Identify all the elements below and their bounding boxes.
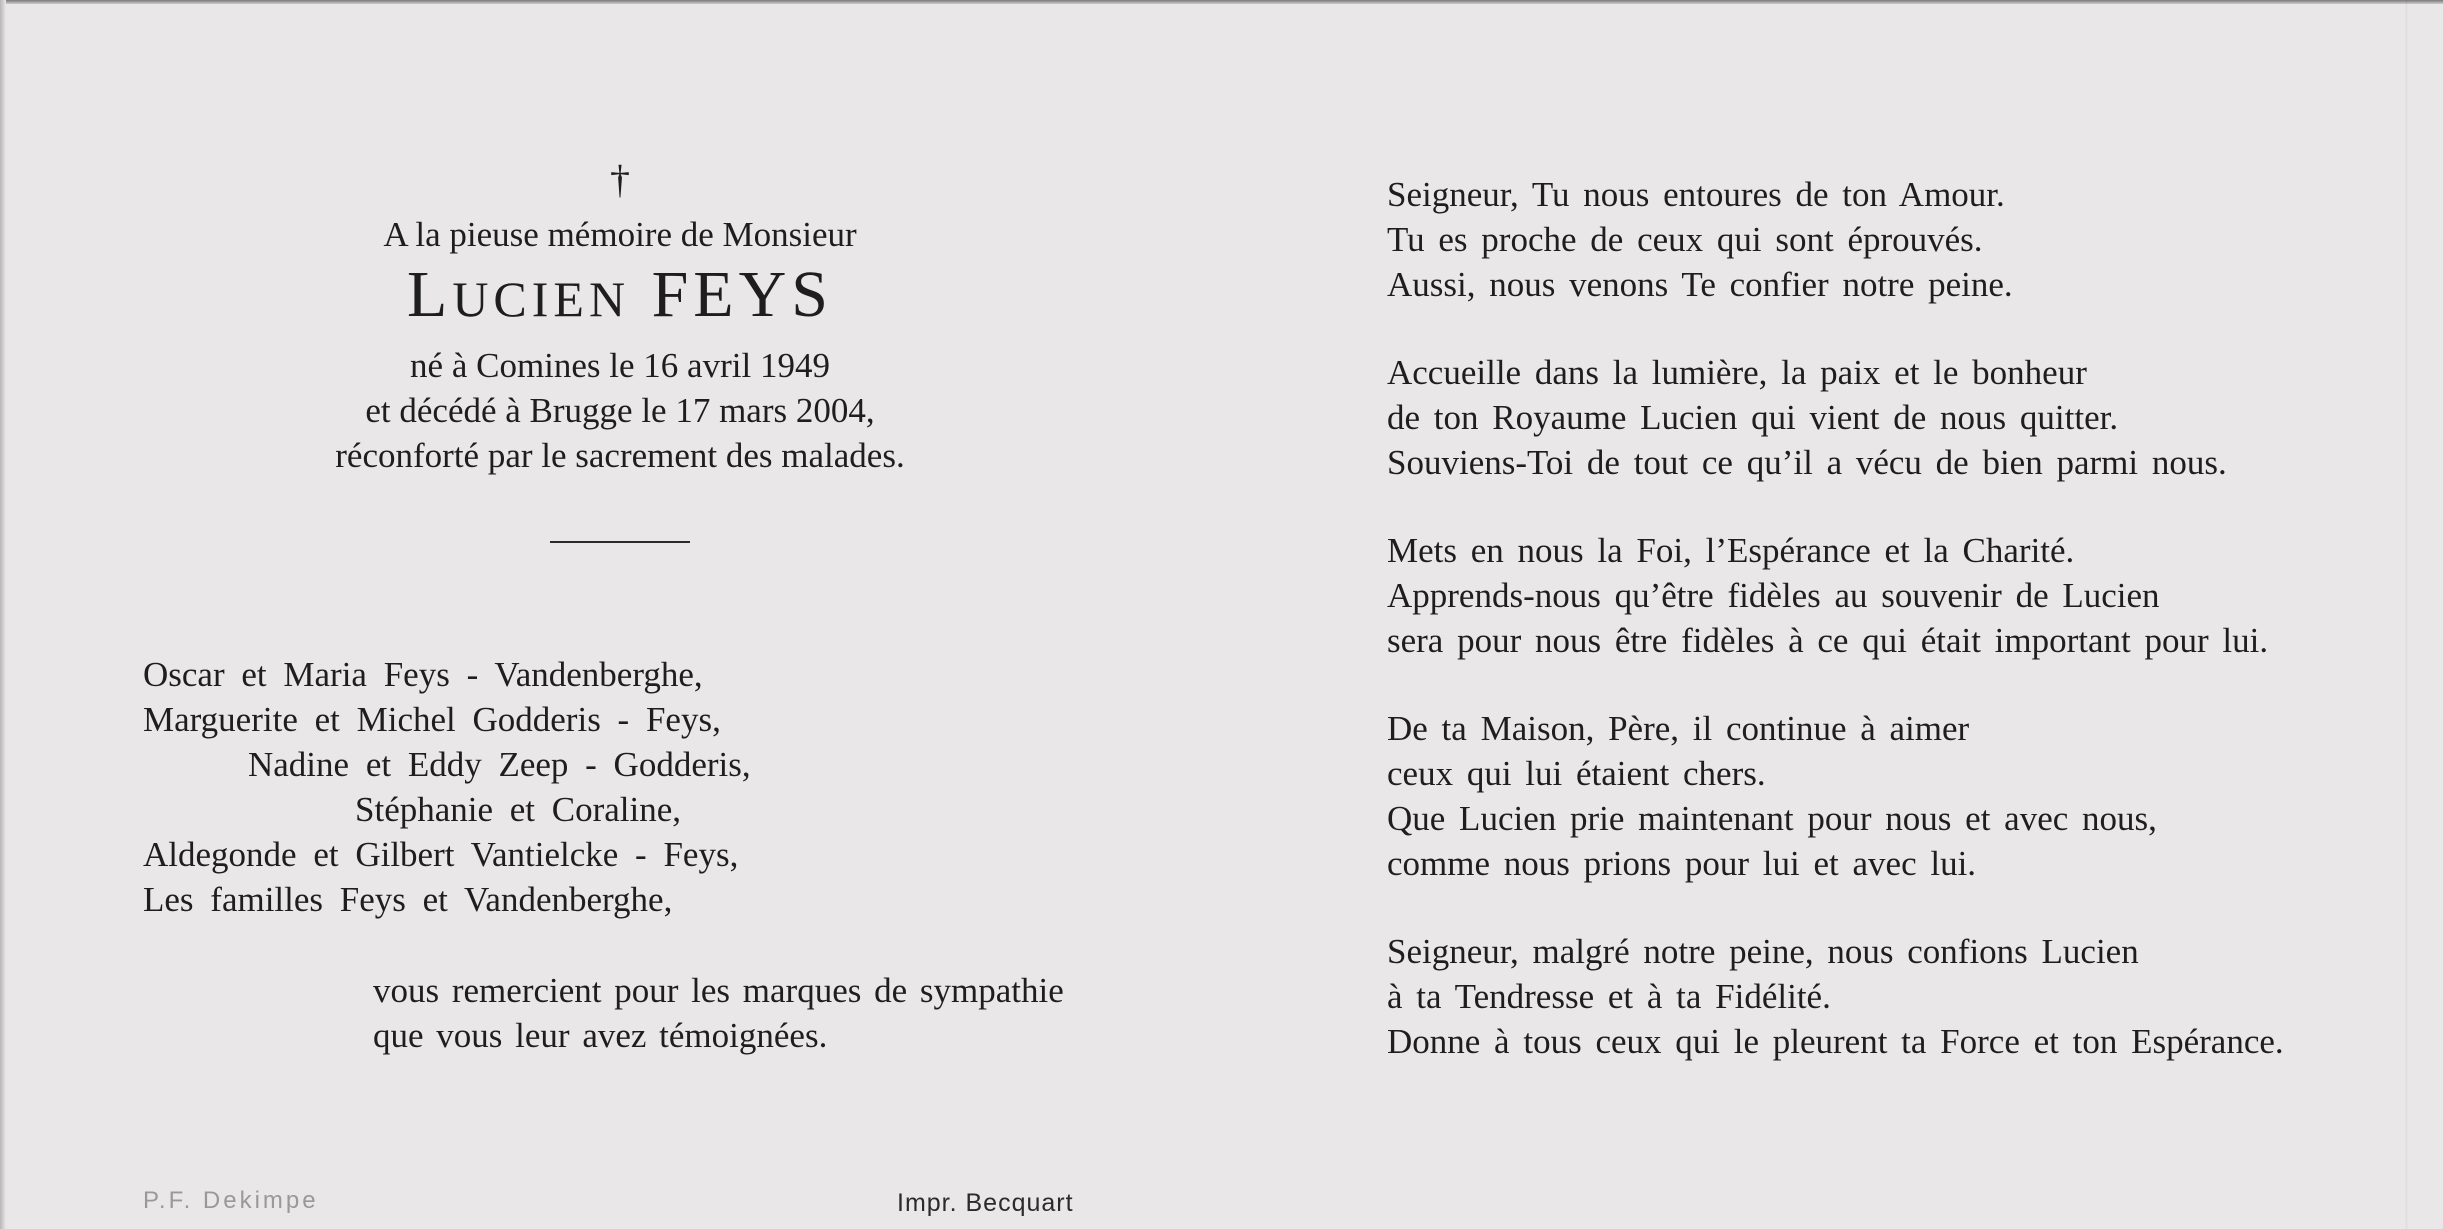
prayer-line: Tu es proche de ceux qui sont éprouvés. <box>1387 220 1983 259</box>
prayer-line: Apprends-nous qu’être fidèles au souvenir de Lucien <box>1387 576 2160 615</box>
memorial-intro: A la pieuse mémoire de Monsieur <box>383 215 857 254</box>
prayer-line: de ton Royaume Lucien qui vient de nous quitter. <box>1387 398 2119 437</box>
family-line: Les familles Feys et Vandenberghe, <box>143 880 673 919</box>
prayer-stanza <box>1387 706 2284 886</box>
prayer-line: Donne à tous ceux qui le pleurent ta Force et ton Espérance. <box>1387 1022 2284 1061</box>
prayer-stanza <box>1387 528 2284 663</box>
life-dates <box>200 343 1040 478</box>
prayer-line: Seigneur, malgré notre peine, nous confions Lucien <box>1387 932 2139 971</box>
thanks-line: que vous leur avez témoignées. <box>373 1016 828 1055</box>
divider-rule <box>550 541 690 543</box>
family-line: Nadine et Eddy Zeep - Godderis, <box>248 745 751 784</box>
family-line: Aldegonde et Gilbert Vantielcke - Feys, <box>143 835 739 874</box>
prayer-stanza <box>1387 350 2284 485</box>
birth-line: né à Comines le 16 avril 1949 <box>410 346 830 385</box>
card-fold-crease <box>2405 0 2408 1229</box>
printer-credit: Impr. Becquart <box>897 1189 1074 1217</box>
cross-icon: † <box>610 157 630 202</box>
memorial-header <box>200 158 1040 543</box>
first-name-rest: UCIEN <box>452 271 631 327</box>
prayer-line: sera pour nous être fidèles à ce qui était important pour lui. <box>1387 621 2269 660</box>
card-left-edge <box>0 0 6 1229</box>
prayer-stanza <box>1387 929 2284 1064</box>
prayer-line: Seigneur, Tu nous entoures de ton Amour. <box>1387 175 2005 214</box>
family-line: Marguerite et Michel Godderis - Feys, <box>143 700 721 739</box>
prayer-text <box>1387 172 2284 1107</box>
thanks-line: vous remercient pour les marques de sympathie <box>373 971 1064 1010</box>
prayer-stanza <box>1387 172 2284 307</box>
thanks-message <box>373 968 1064 1058</box>
card-top-edge <box>0 0 2443 4</box>
prayer-line: Accueille dans la lumière, la paix et le bonheur <box>1387 353 2087 392</box>
prayer-line: Souviens-Toi de tout ce qu’il a vécu de bien parmi nous. <box>1387 443 2227 482</box>
prayer-line: Que Lucien prie maintenant pour nous et avec nous, <box>1387 799 2157 838</box>
funeral-director-credit: P.F. Dekimpe <box>143 1187 319 1214</box>
sacrament-line: réconforté par le sacrement des malades. <box>335 436 905 475</box>
prayer-line: Mets en nous la Foi, l’Espérance et la Charité. <box>1387 531 2075 570</box>
deceased-name <box>200 257 1040 337</box>
prayer-line: à ta Tendresse et à ta Fidélité. <box>1387 977 1831 1016</box>
last-name: FEYS <box>651 258 833 331</box>
family-line: Oscar et Maria Feys - Vandenberghe, <box>143 655 703 694</box>
family-list <box>143 652 751 922</box>
prayer-line: Aussi, nous venons Te confier notre peine. <box>1387 265 2013 304</box>
prayer-line: De ta Maison, Père, il continue à aimer <box>1387 709 1970 748</box>
family-line: Stéphanie et Coraline, <box>355 790 682 829</box>
first-name-initial: L <box>407 258 453 331</box>
death-line: et décédé à Brugge le 17 mars 2004, <box>365 391 875 430</box>
prayer-line: comme nous prions pour lui et avec lui. <box>1387 844 1977 883</box>
prayer-line: ceux qui lui étaient chers. <box>1387 754 1766 793</box>
